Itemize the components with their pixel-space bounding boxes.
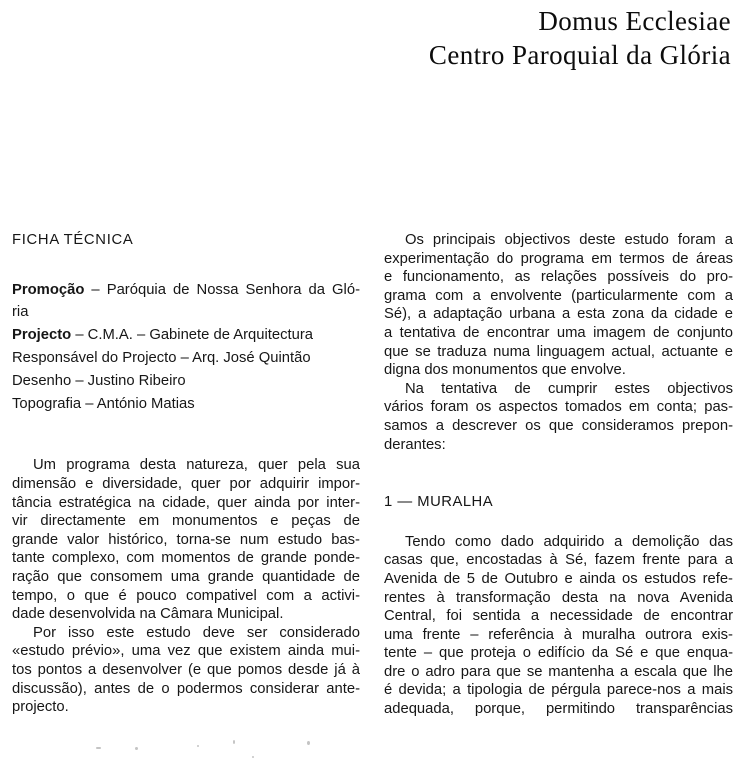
ficha-label: Desenho bbox=[12, 372, 72, 389]
ficha-item-responsavel bbox=[12, 347, 360, 370]
ficha-value-wrap: ria bbox=[12, 304, 29, 321]
ficha-value: – Arq. José Quintão bbox=[176, 349, 311, 366]
paragraph-programa: Um programa desta natureza, quer pela sua dimensão e diversidade, quer por adquirir impor- tância estratégica na cidade, quer ainda por inter- vir directamente em monumentos e peças de grande valor histórico, torna-se num estudo bas- tante complexo, com momentos de grande ponde- ração que consomem uma grande quantidade de tempo, o que é pouco compativel com a activi- dade desenvolvida na Câmara Municipal. bbox=[12, 457, 360, 623]
ficha-label: Responsável do Projecto bbox=[12, 349, 177, 366]
ficha-item-line bbox=[12, 279, 360, 302]
left-paragraphs bbox=[12, 456, 360, 716]
ficha-label: Promoção bbox=[12, 281, 85, 298]
ficha-label: Topografia bbox=[12, 395, 82, 412]
scan-speck bbox=[135, 747, 138, 750]
paragraph-muralha: Tendo como dado adquirido a demolição das casas que, encostadas à Sé, fazem frente para a Avenida de 5 de Outubro e ainda os estudos refe- rentes à transformação desta na nova Avenida Central, foi sentida a necessidade de encontrar uma frente – referência à muralha outrora exis- tente – que proteja o edifício da Sé e que enqua- dre o adro para que se mantenha a escala que lhe é devida; a tipologia de pérgula parece-nos a mais adequada, porque, permitindo transparências bbox=[384, 533, 733, 718]
ficha-item-line bbox=[12, 347, 360, 370]
paragraph-estudo-previo: Por isso este estudo deve ser considerado «estudo prévio», uma vez que existem ainda mui- tos pontos a desenvolver (e que pomos desde já à discussão), antes de o podermos considerar ante- projecto. bbox=[12, 624, 360, 716]
scan-speck bbox=[307, 741, 310, 745]
scan-speck bbox=[233, 740, 235, 744]
paragraph-objectivos: Os principais objectivos deste estudo foram a experimentação do programa em termos de áreas e funcionamento, as relações possíveis do pro- grama com a envolvente (particularmente com a Sé), a adaptação urbana a esta zona da cidade e a tentativa de encontrar uma imagem de conjunto que se traduza numa linguagem actual, actuante e digna dos monumentos que envolve. bbox=[384, 232, 733, 379]
ficha-item-desenho bbox=[12, 370, 360, 393]
scan-speck bbox=[96, 747, 101, 749]
ficha-value: – António Matias bbox=[81, 395, 195, 412]
ficha-value: – Justino Ribeiro bbox=[71, 372, 186, 389]
ficha-tecnica-list bbox=[12, 279, 360, 416]
ficha-item-line bbox=[12, 370, 360, 393]
ficha-item-promocao bbox=[12, 279, 360, 325]
page-title bbox=[429, 5, 731, 72]
ficha-item-projecto bbox=[12, 324, 360, 347]
ficha-value: – Paróquia de Nossa Senhora da Gló- bbox=[84, 281, 360, 298]
title-line-2: Centro Paroquial da Glória bbox=[428, 39, 731, 70]
ficha-item-topografia bbox=[12, 393, 360, 416]
title-line-1: Domus Ecclesiae bbox=[538, 6, 731, 36]
ficha-item-line bbox=[12, 324, 360, 347]
left-column bbox=[12, 231, 360, 717]
right-column bbox=[384, 231, 733, 719]
ficha-label: Projecto bbox=[12, 327, 72, 344]
ficha-item-line bbox=[12, 393, 360, 416]
ficha-value: – C.M.A. – Gabinete de Arquitectura bbox=[71, 327, 314, 344]
paragraph-tentativa: Na tentativa de cumprir estes objectivos vários foram os aspectos tomados em conta; pas- samos a descrever os que consideramos prepon- derantes: bbox=[384, 380, 733, 453]
ficha-tecnica-heading: FICHA TÉCNICA bbox=[12, 232, 134, 248]
section-heading-muralha: 1 — MURALHA bbox=[384, 494, 494, 511]
scan-speck bbox=[252, 756, 254, 758]
scan-speck bbox=[197, 745, 199, 747]
